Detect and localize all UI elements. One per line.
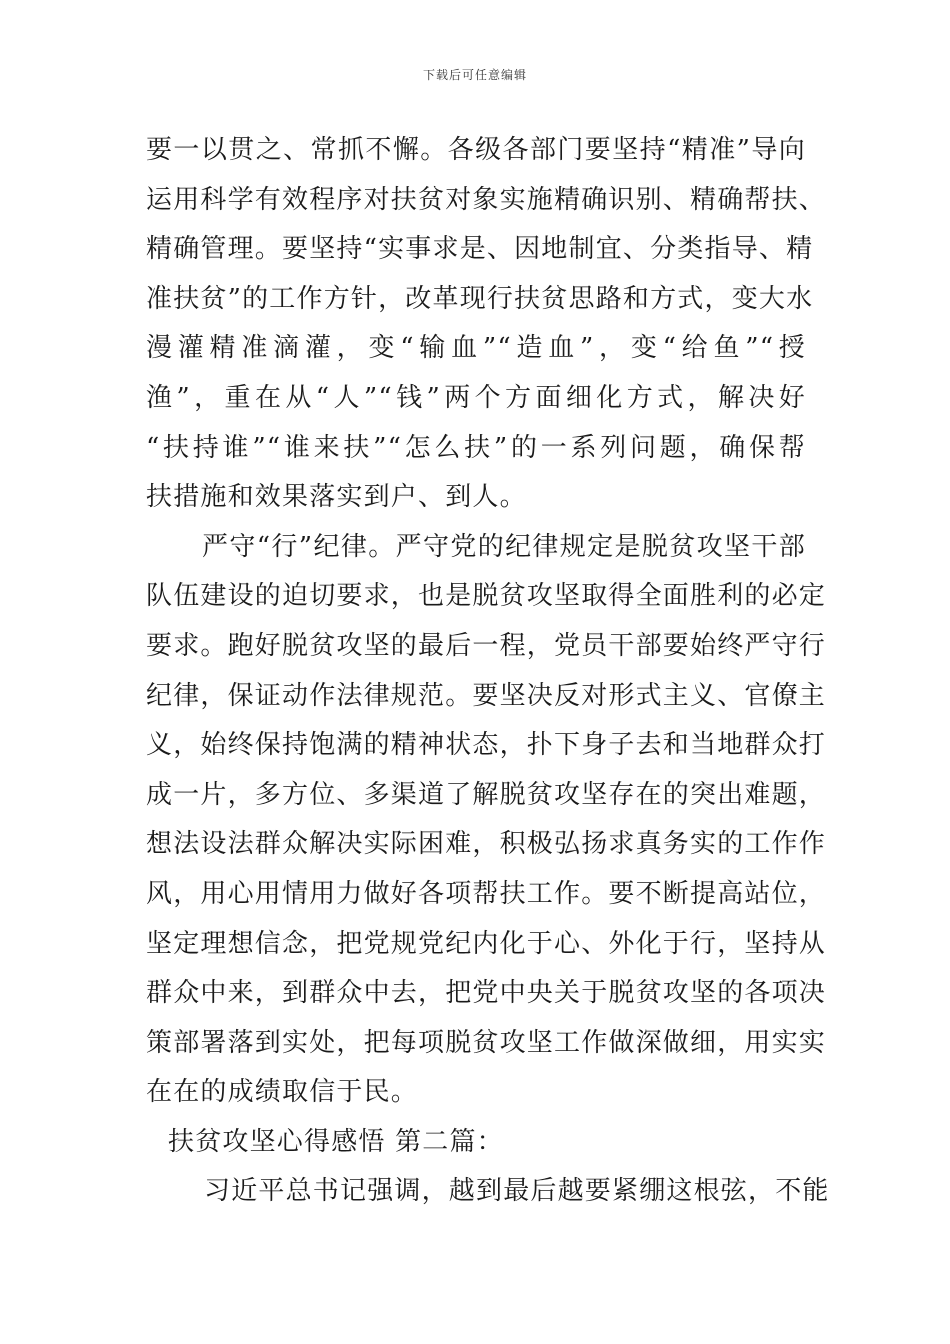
text-line: 队伍建设的迫切要求，也是脱贫攻坚取得全面胜利的必定 (146, 581, 827, 612)
text-line: 风，用心用情用力做好各项帮扶工作。要不断提高站位， (146, 878, 827, 909)
text-line: 在在的成绩取信于民。 (146, 1077, 419, 1108)
text-line: 准扶贫”的工作方针，改革现行扶贫思路和方式，变大水 (146, 283, 814, 314)
text-line: 运用科学有效程序对扶贫对象实施精确识别、精确帮扶、 (146, 184, 827, 215)
document-body (146, 126, 830, 1217)
text-line: 精确管理。要坚持“实事求是、因地制宜、分类指导、精 (146, 234, 814, 265)
text-line: 渔”，重在从“人”“钱”两个方面细化方式，解决好 (146, 382, 806, 413)
text-line: 想法设法群众解决实际困难，积极弘扬求真务实的工作作 (146, 829, 827, 860)
text-line: 义，始终保持饱满的精神状态，扑下身子去和当地群众打 (146, 730, 827, 761)
section-heading-text: 扶贫攻坚心得感悟 第二篇： (168, 1126, 504, 1157)
paragraph-precision (146, 126, 827, 523)
text-line: 习近平总书记强调，越到最后越要紧绷这根弦，不能 (204, 1176, 830, 1207)
text-line: 成一片，多方位、多渠道了解脱贫攻坚存在的突出难题， (146, 779, 827, 810)
text-line: 要一以贯之、常抓不懈。各级各部门要坚持“精准”导向 (146, 135, 806, 165)
text-line: 扶措施和效果落实到户、到人。 (146, 482, 527, 513)
text-line: 群众中来，到群众中去，把党中央关于脱贫攻坚的各项决 (146, 978, 827, 1009)
paragraph-discipline (146, 523, 827, 1118)
text-line: 要求。跑好脱贫攻坚的最后一程，党员干部要始终严守行 (146, 630, 827, 661)
text-line: 策部署落到实处，把每项脱贫攻坚工作做深做细，用实实 (146, 1027, 827, 1058)
paragraph-second-article (146, 1167, 830, 1217)
text-line: 纪律，保证动作法律规范。要坚决反对形式主义、官僚主 (146, 680, 827, 711)
text-line: 漫灌精准滴灌，变“输血”“造血”，变“给鱼”“授 (146, 333, 806, 364)
text-line: “扶持谁”“谁来扶”“怎么扶”的一系列问题，确保帮 (146, 432, 806, 463)
text-line: 严守“行”纪律。严守党的纪律规定是脱贫攻坚干部 (202, 531, 806, 562)
page-header-note: 下载后可任意编辑 (422, 68, 527, 82)
text-line: 坚定理想信念，把党规党纪内化于心、外化于行，坚持从 (146, 928, 827, 959)
section-heading (146, 1118, 806, 1168)
